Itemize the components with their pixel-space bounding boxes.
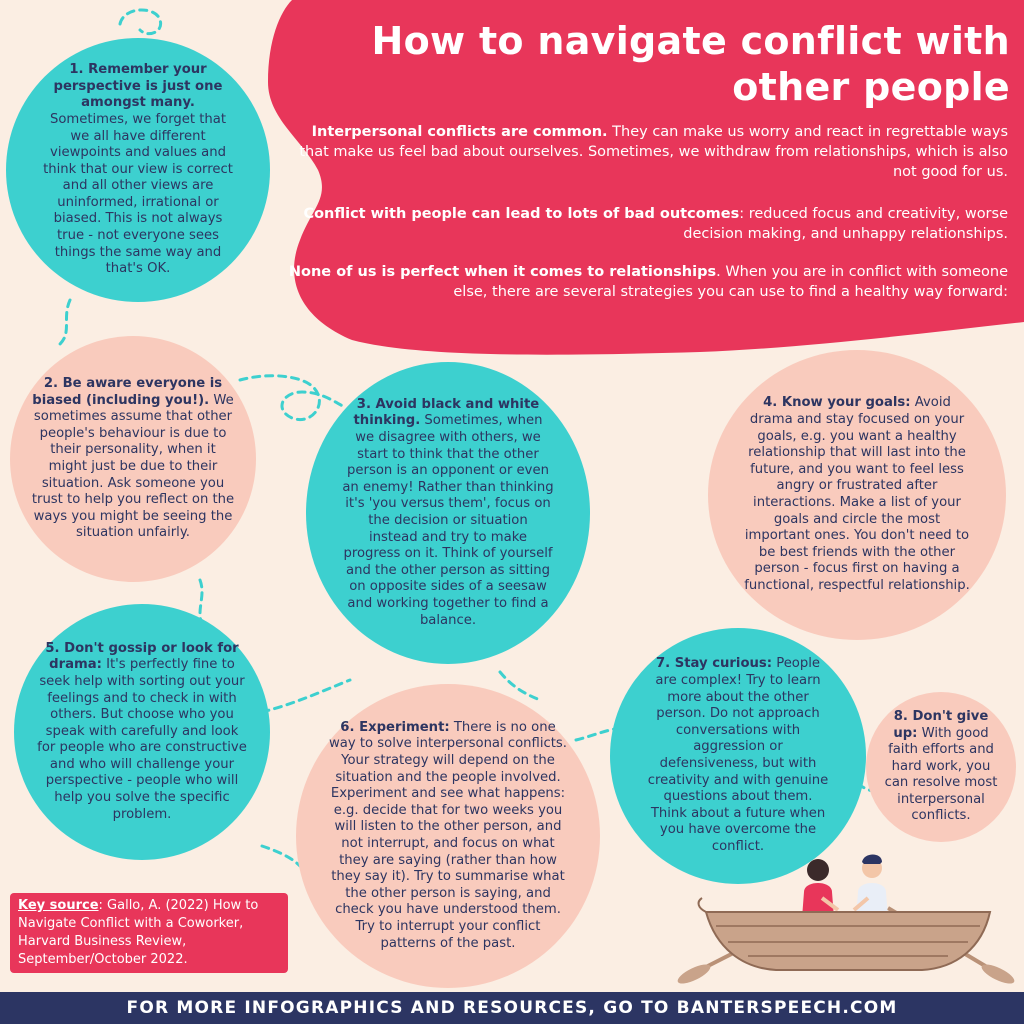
intro-paragraph-1-bold: Interpersonal conflicts are common. xyxy=(311,124,608,140)
tip-6-heading: 6. Experiment: xyxy=(340,719,450,735)
tip-1-heading: 1. Remember your perspective is just one amongst many. xyxy=(53,62,223,111)
tip-8-body: With good faith efforts and hard work, you can resolve most interpersonal conflicts. xyxy=(884,725,998,824)
tip-2-heading: 2. Be aware everyone is biased (including you!). xyxy=(32,376,223,408)
tip-5-circle xyxy=(14,604,270,860)
tip-1-body: Sometimes, we forget that we all have different viewpoints and values and think that our view is correct and all other views are uninformed, irrational or biased. This is not always true - not everyone sees things the same way and that's OK. xyxy=(43,111,233,277)
tip-4-body: Avoid drama and stay focused on your goals, e.g. you want a healthy relationship that will last into the future, and you want to feel less angry or frustrated after interactions. Make a list of your goals and circle the most important ones. You don't need to be best friends with the other person - focus first on having a functional, respectful relationship. xyxy=(744,395,970,593)
tip-3-heading: 3. Avoid black and white thinking. xyxy=(353,396,540,429)
tip-5-body: It's perfectly fine to seek help with sorting out your feelings and to check in with others. But choose who you speak with carefully and look for people who are constructive and who will challenge your perspective - people who will help you solve the specific problem. xyxy=(37,657,247,822)
title-line-2: other people xyxy=(732,65,1010,109)
tip-2-body: We sometimes assume that other people's behaviour is due to their personality, when it might just be due to their situation. Ask someone you trust to help you reflect on the ways you might be seeing the situation unfairly. xyxy=(31,392,235,541)
intro-paragraph-1-text: They can make us worry and react in regrettable ways that make us feel bad about ourselves. Sometimes, we withdraw from relationships, which is also not good for us. xyxy=(299,124,1008,180)
tip-3-circle xyxy=(306,362,590,664)
intro-paragraph-2-bold: Conflict with people can lead to lots of bad outcomes xyxy=(303,206,740,222)
key-source-text: : Gallo, A. (2022) How to Navigate Conflict with a Coworker, Harvard Business Review, September/October 2022. xyxy=(18,898,259,967)
tip-7-body: People are complex! Try to learn more about the other person. Do not approach conversations with aggression or defensiveness, but with creativity and with genuine questions about them. Think about a future when you have overcome the conflict. xyxy=(647,656,829,854)
title-line-1: How to navigate conflict with xyxy=(371,19,1010,63)
tip-7-circle xyxy=(610,628,866,884)
footer-text: FOR MORE INFOGRAPHICS AND RESOURCES, GO TO BANTERSPEECH.COM xyxy=(126,998,898,1018)
tip-4-heading: 4. Know your goals: xyxy=(763,395,911,411)
tip-7-heading: 7. Stay curious: xyxy=(655,656,773,672)
tip-5-heading: 5. Don't gossip or look for drama: xyxy=(45,640,239,673)
intro-paragraph-1 xyxy=(278,122,1008,182)
tip-4-circle xyxy=(708,350,1006,640)
tip-6-circle xyxy=(296,684,600,988)
intro-paragraph-3 xyxy=(278,262,1008,302)
intro-paragraph-2-text: : reduced focus and creativity, worse decision making, and unhappy relationships. xyxy=(683,206,1008,242)
key-source-box xyxy=(10,893,288,973)
tip-2-circle xyxy=(10,336,256,582)
intro-paragraph-3-bold: None of us is perfect when it comes to relationships xyxy=(288,264,717,280)
footer-banner xyxy=(0,992,1024,1024)
page-title xyxy=(300,18,1010,110)
tip-8-circle xyxy=(866,692,1016,842)
tip-8-heading: 8. Don't give up: xyxy=(893,708,989,741)
tip-3-body: Sometimes, when we disagree with others, we start to think that the other person is an opponent or even an enemy! Rather than thinking it's 'you versus them', focus on the decision or situation instead and try to make progress on it. Think of yourself and the other person as sitting on opposite sides of a seesaw and working together to find a balance. xyxy=(342,413,554,628)
rowers-in-boat-illustration xyxy=(672,852,1024,992)
key-source-label: Key source xyxy=(18,898,99,913)
tip-6-body: There is no one way to solve interpersonal conflicts. Your strategy will depend on the situation and the people involved. Experiment and see what happens: e.g. decide that for two weeks you will listen to the other person, and not interrupt, and focus on what they are saying (rather than how they say it). Try to summarise what the other person is saying, and check you have understood them. Try to interrupt your conflict patterns of the past. xyxy=(328,719,567,951)
intro-paragraph-2 xyxy=(278,204,1008,244)
intro-paragraph-3-text: . When you are in conflict with someone else, there are several strategies you can use to find a healthy way forward: xyxy=(453,264,1008,300)
tip-1-circle xyxy=(6,38,270,302)
